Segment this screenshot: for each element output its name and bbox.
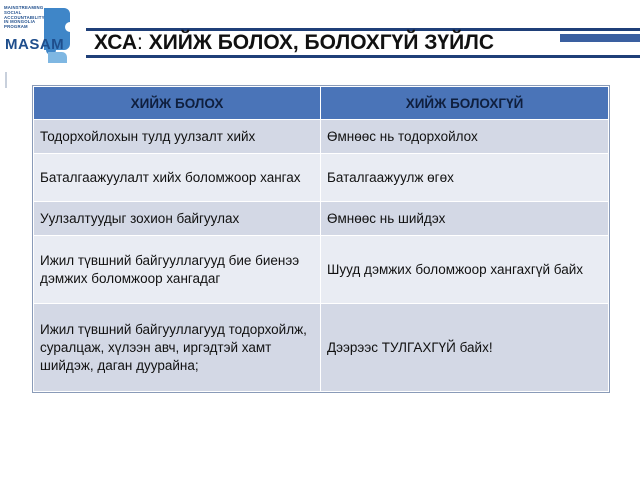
table-row — [34, 236, 609, 304]
title-rule-bottom — [86, 55, 640, 58]
logo-line: PROGRAM — [4, 24, 28, 30]
table-cell-dont: Дээрээс ТУЛГАХГҮЙ байх! — [321, 304, 609, 392]
slide-header — [0, 0, 640, 70]
table-cell-dont: Өмнөөс нь тодорхойлох — [321, 120, 609, 154]
title-abbr: ХСА — [94, 31, 138, 54]
table-row — [34, 154, 609, 202]
logo-line: SOCIAL — [4, 9, 22, 15]
table-cell-dont: Баталгаажуулж өгөх — [321, 154, 609, 202]
masam-logo — [4, 2, 76, 68]
logo-tagline — [4, 6, 45, 30]
table-cell-do: Уулзалтуудыг зохион байгуулах — [34, 202, 321, 236]
logo-wordmark: MASAM — [5, 36, 65, 53]
title-colon: : — [137, 31, 143, 54]
side-marker — [5, 72, 7, 88]
table-cell-do: Баталгаажуулалт хийх боломжоор хангах — [34, 154, 321, 202]
table-cell-do: Ижил түвшний байгууллагууд бие биенээ дэмжих боломжоор хангадаг — [34, 236, 321, 304]
logo-line: ACCOUNTABILITY — [4, 14, 45, 20]
dos-donts-table — [33, 86, 609, 392]
column-header-dont: ХИЙЖ БОЛОХГҮЙ — [321, 87, 609, 120]
table-cell-dont: Өмнөөс нь шийдэх — [321, 202, 609, 236]
table-cell-dont: Шууд дэмжих боломжоор хангахгүй байх — [321, 236, 609, 304]
table-row — [34, 120, 609, 154]
logo-line: IN MONGOLIA — [4, 19, 36, 25]
table-row — [34, 202, 609, 236]
title-accent-bar — [560, 34, 640, 42]
table-cell-do: Тодорхойлохын тулд уулзалт хийх — [34, 120, 321, 154]
table-row — [34, 304, 609, 392]
page-title — [94, 31, 494, 55]
logo-line: MAINSTREAMING — [4, 5, 44, 10]
column-header-do: ХИЙЖ БОЛОХ — [34, 87, 321, 120]
title-text: ХИЙЖ БОЛОХ, БОЛОХГҮЙ ЗҮЙЛС — [142, 31, 495, 54]
table-header-row — [34, 87, 609, 120]
table-cell-do: Ижил түвшний байгууллагууд тодорхойлж, суралцаж, хүлээн авч, иргэдтэй хамт шийдэж, даган дуурайна; — [34, 304, 321, 392]
